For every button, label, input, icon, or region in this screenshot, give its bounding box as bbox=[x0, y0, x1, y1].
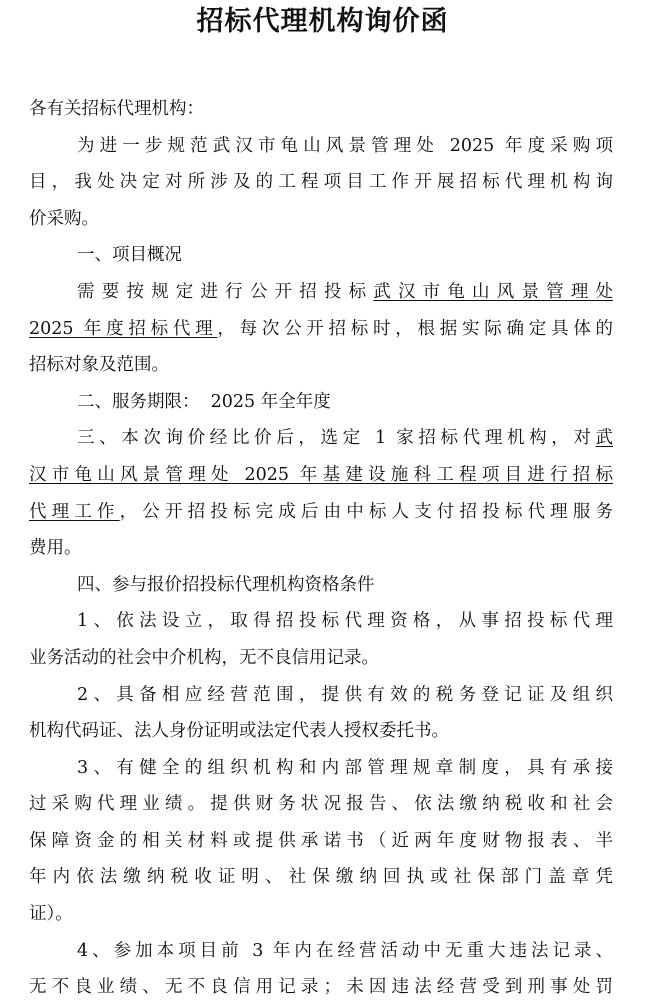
item-3-line-4: 年内依法缴纳税收证明、社保缴纳回执或社保部门盖章凭 bbox=[29, 867, 613, 888]
section-1-line-2 bbox=[29, 311, 613, 348]
item-3-line-3: 保障资金的相关材料或提供承诺书（近两年度财物报表、半 bbox=[29, 830, 613, 851]
item-2-line-1: 2、具备相应经营范围，提供有效的税务登记证及组织 bbox=[77, 684, 613, 705]
intro-line-1: 为进一步规范武汉市龟山风景管理处 2025 年度采购项 bbox=[77, 135, 613, 156]
item-2-line-2: 机构代码证、法人身份证明或法定代表人授权委托书。 bbox=[29, 721, 449, 742]
document-title: 招标代理机构询价函 bbox=[196, 6, 449, 37]
item-3-line-5: 证）。 bbox=[29, 904, 73, 925]
item-1-line-1: 1、依法设立，取得招投标代理资格，从事招投标代理 bbox=[77, 611, 613, 632]
section-2-service-period: 二、服务期限： 2025 年全年度 bbox=[77, 391, 331, 412]
intro-line-2: 目，我处决定对所涉及的工程项目工作开展招标代理机构询 bbox=[29, 172, 613, 193]
item-3-line-2: 过采购代理业绩。提供财务状况报告、依法缴纳税收和社会 bbox=[29, 794, 613, 815]
section-1-line-3: 招标对象及范围。 bbox=[29, 355, 169, 376]
section-1-text: 需要按规定进行公开招投标 bbox=[77, 281, 374, 302]
item-4-line-1: 4、参加本项目前 3 年内在经营活动中无重大违法记录、 bbox=[77, 940, 613, 961]
salutation: 各有关招标代理机构： bbox=[29, 99, 204, 119]
intro-line-3: 价采购。 bbox=[29, 208, 99, 229]
section-3-underlined: 汉市龟山风景管理处 2025 年基建设施科工程项目进行招标 bbox=[29, 464, 613, 485]
section-3-line-3 bbox=[29, 494, 613, 531]
document-body bbox=[29, 91, 613, 1006]
project-name-underlined: 武汉市龟山风景管理处 bbox=[373, 281, 613, 302]
section-1-heading: 一、项目概况 bbox=[77, 245, 182, 266]
item-4-line-2: 无不良业绩、无不良信用记录；未因违法经营受到刑事处罚 bbox=[29, 977, 613, 998]
section-1-text: ，每次公开招标时，根据实际确定具体的 bbox=[217, 318, 613, 339]
item-1-line-2: 业务活动的社会中介机构，无不良信用记录。 bbox=[29, 647, 379, 668]
section-4-heading: 四、参与报价招投标代理机构资格条件 bbox=[77, 574, 375, 595]
section-3-underlined: 武 bbox=[595, 428, 613, 449]
section-3-text: 三、本次询价经比价后，选定 1 家招标代理机构，对 bbox=[77, 428, 596, 449]
section-3-underlined: 代理工作 bbox=[29, 501, 120, 522]
section-3-line-2 bbox=[29, 457, 613, 494]
section-1-line-1 bbox=[29, 274, 613, 311]
item-3-line-1: 3、有健全的组织机构和内部管理规章制度，具有承接 bbox=[77, 757, 613, 778]
section-3-text: ，公开招投标完成后由中标人支付招投标代理服务 bbox=[119, 501, 613, 522]
section-3-line-1 bbox=[29, 420, 613, 457]
section-3-line-4: 费用。 bbox=[29, 538, 82, 559]
project-year-underlined: 2025 年度招标代理 bbox=[29, 318, 218, 339]
